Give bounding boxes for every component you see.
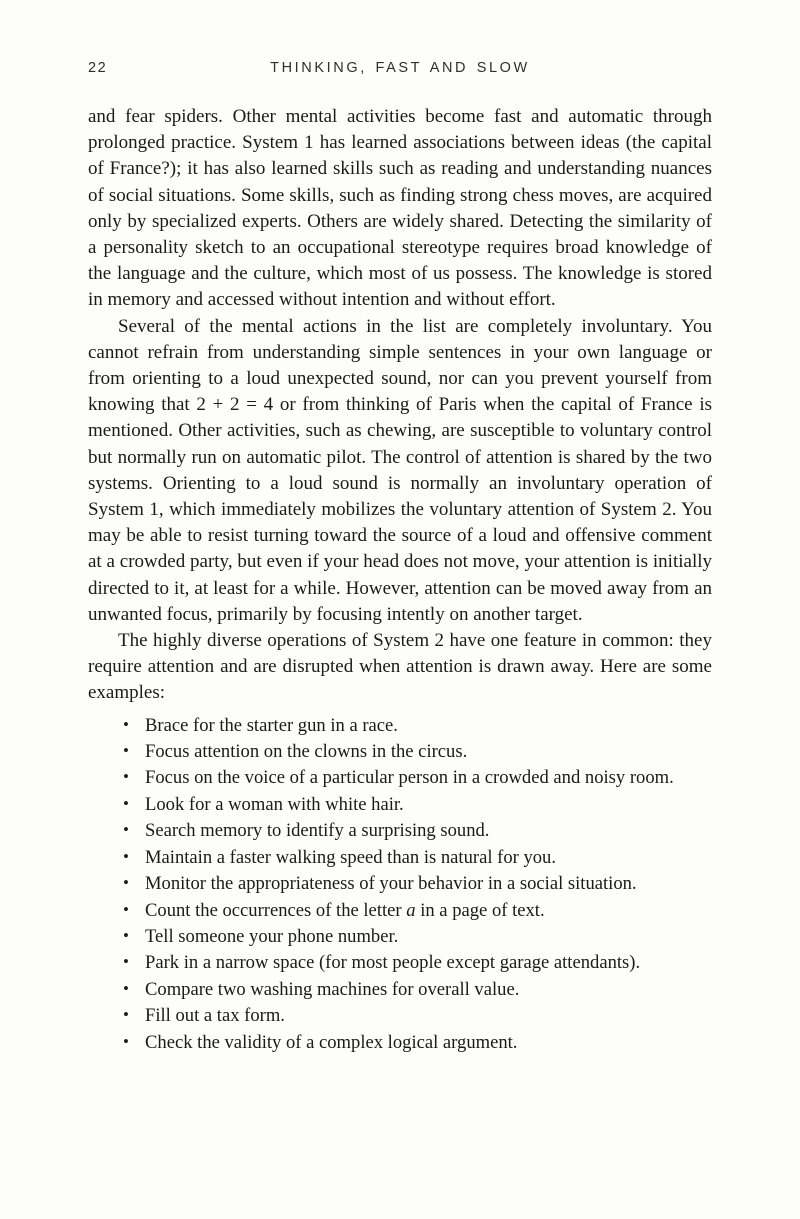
bullet-icon: •	[123, 1005, 129, 1025]
bullet-icon: •	[123, 873, 129, 893]
list-item-text-pre: Count the occurrences of the letter	[145, 899, 407, 921]
bullet-icon: •	[123, 899, 129, 919]
list-item-text: Park in a narrow space (for most people except garage attendants).	[145, 952, 641, 974]
list-item-text: Look for a woman with white hair.	[145, 793, 404, 815]
body-text	[88, 104, 712, 1056]
list-item-text-em: a	[406, 899, 416, 921]
list-item	[88, 792, 712, 818]
page-header	[88, 59, 712, 77]
bullet-icon: •	[123, 741, 129, 761]
list-item	[88, 1030, 712, 1056]
list-item	[88, 765, 712, 791]
bullet-icon: •	[123, 767, 129, 787]
list-item-text: Focus on the voice of a particular person in a crowded and noisy room.	[145, 767, 674, 789]
bullet-icon: •	[123, 925, 129, 945]
list-item	[88, 950, 712, 976]
list-item-text: Brace for the starter gun in a race.	[145, 714, 398, 736]
list-item	[88, 1003, 712, 1029]
list-item-text: Maintain a faster walking speed than is natural for you.	[145, 846, 557, 868]
list-item-text: Search memory to identify a surprising sound.	[145, 820, 490, 842]
paragraph-3: The highly diverse operations of System 2 have one feature in common: they require attention and are disrupted when attention is drawn away. Here are some examples:	[88, 630, 712, 704]
bullet-icon: •	[123, 714, 129, 734]
list-item	[88, 713, 712, 739]
list-item	[88, 871, 712, 897]
bullet-icon: •	[123, 952, 129, 972]
bullet-icon: •	[123, 820, 129, 840]
list-item	[88, 818, 712, 844]
list-item	[88, 924, 712, 950]
list-item-text: Tell someone your phone number.	[145, 925, 399, 947]
page-number: 22	[88, 60, 108, 76]
list-item-text	[145, 900, 545, 921]
list-item	[88, 845, 712, 871]
bullet-icon: •	[123, 978, 129, 998]
running-head: THINKING, FAST AND SLOW	[270, 60, 530, 76]
list-item	[88, 898, 712, 924]
paragraph-2: Several of the mental actions in the list are completely involuntary. You cannot refrain from understanding simple sentences in your own language or from orienting to a loud unexpected sound, nor can you prevent yourself from knowing that 2 + 2 = 4 or from thinking of Paris when the capital of France is mentioned. Other activities, such as chewing, are susceptible to voluntary control but normally run on automatic pilot. The control of attention is shared by the two systems. Orienting to a loud sound is normally an involuntary operation of System 1, which immediately mobilizes the voluntary attention of System 2. You may be able to resist turning toward the source of a loud and offensive comment at a crowded party, but even if your head does not move, your attention is initially directed to it, at least for a while. However, attention can be moved away from an unwanted focus, primarily by focusing intently on another target.	[88, 315, 712, 625]
bullet-icon: •	[123, 1031, 129, 1051]
list-item-text: Focus attention on the clowns in the circus.	[145, 741, 468, 763]
list-item-text: Monitor the appropriateness of your behavior in a social situation.	[145, 873, 637, 895]
list-item	[88, 977, 712, 1003]
list-item-text: Compare two washing machines for overall value.	[145, 978, 520, 1000]
examples-list	[88, 713, 712, 1056]
list-item-text: Fill out a tax form.	[145, 1005, 285, 1027]
bullet-icon: •	[123, 793, 129, 813]
list-item-text-post: in a page of text.	[415, 899, 545, 921]
list-item	[88, 739, 712, 765]
bullet-icon: •	[123, 846, 129, 866]
paragraph-1: and fear spiders. Other mental activities become fast and automatic through prolonged practice. System 1 has learned associations between ideas (the capital of France?); it has also learned skills such as reading and understanding nuances of social situations. Some skills, such as finding strong chess moves, are acquired only by specialized experts. Others are widely shared. Detecting the similarity of a personality sketch to an occupational stereotype requires broad knowledge of the language and the culture, which most of us possess. The knowledge is stored in memory and accessed without intention and without effort.	[88, 106, 712, 311]
list-item-text: Check the validity of a complex logical argument.	[145, 1031, 518, 1053]
